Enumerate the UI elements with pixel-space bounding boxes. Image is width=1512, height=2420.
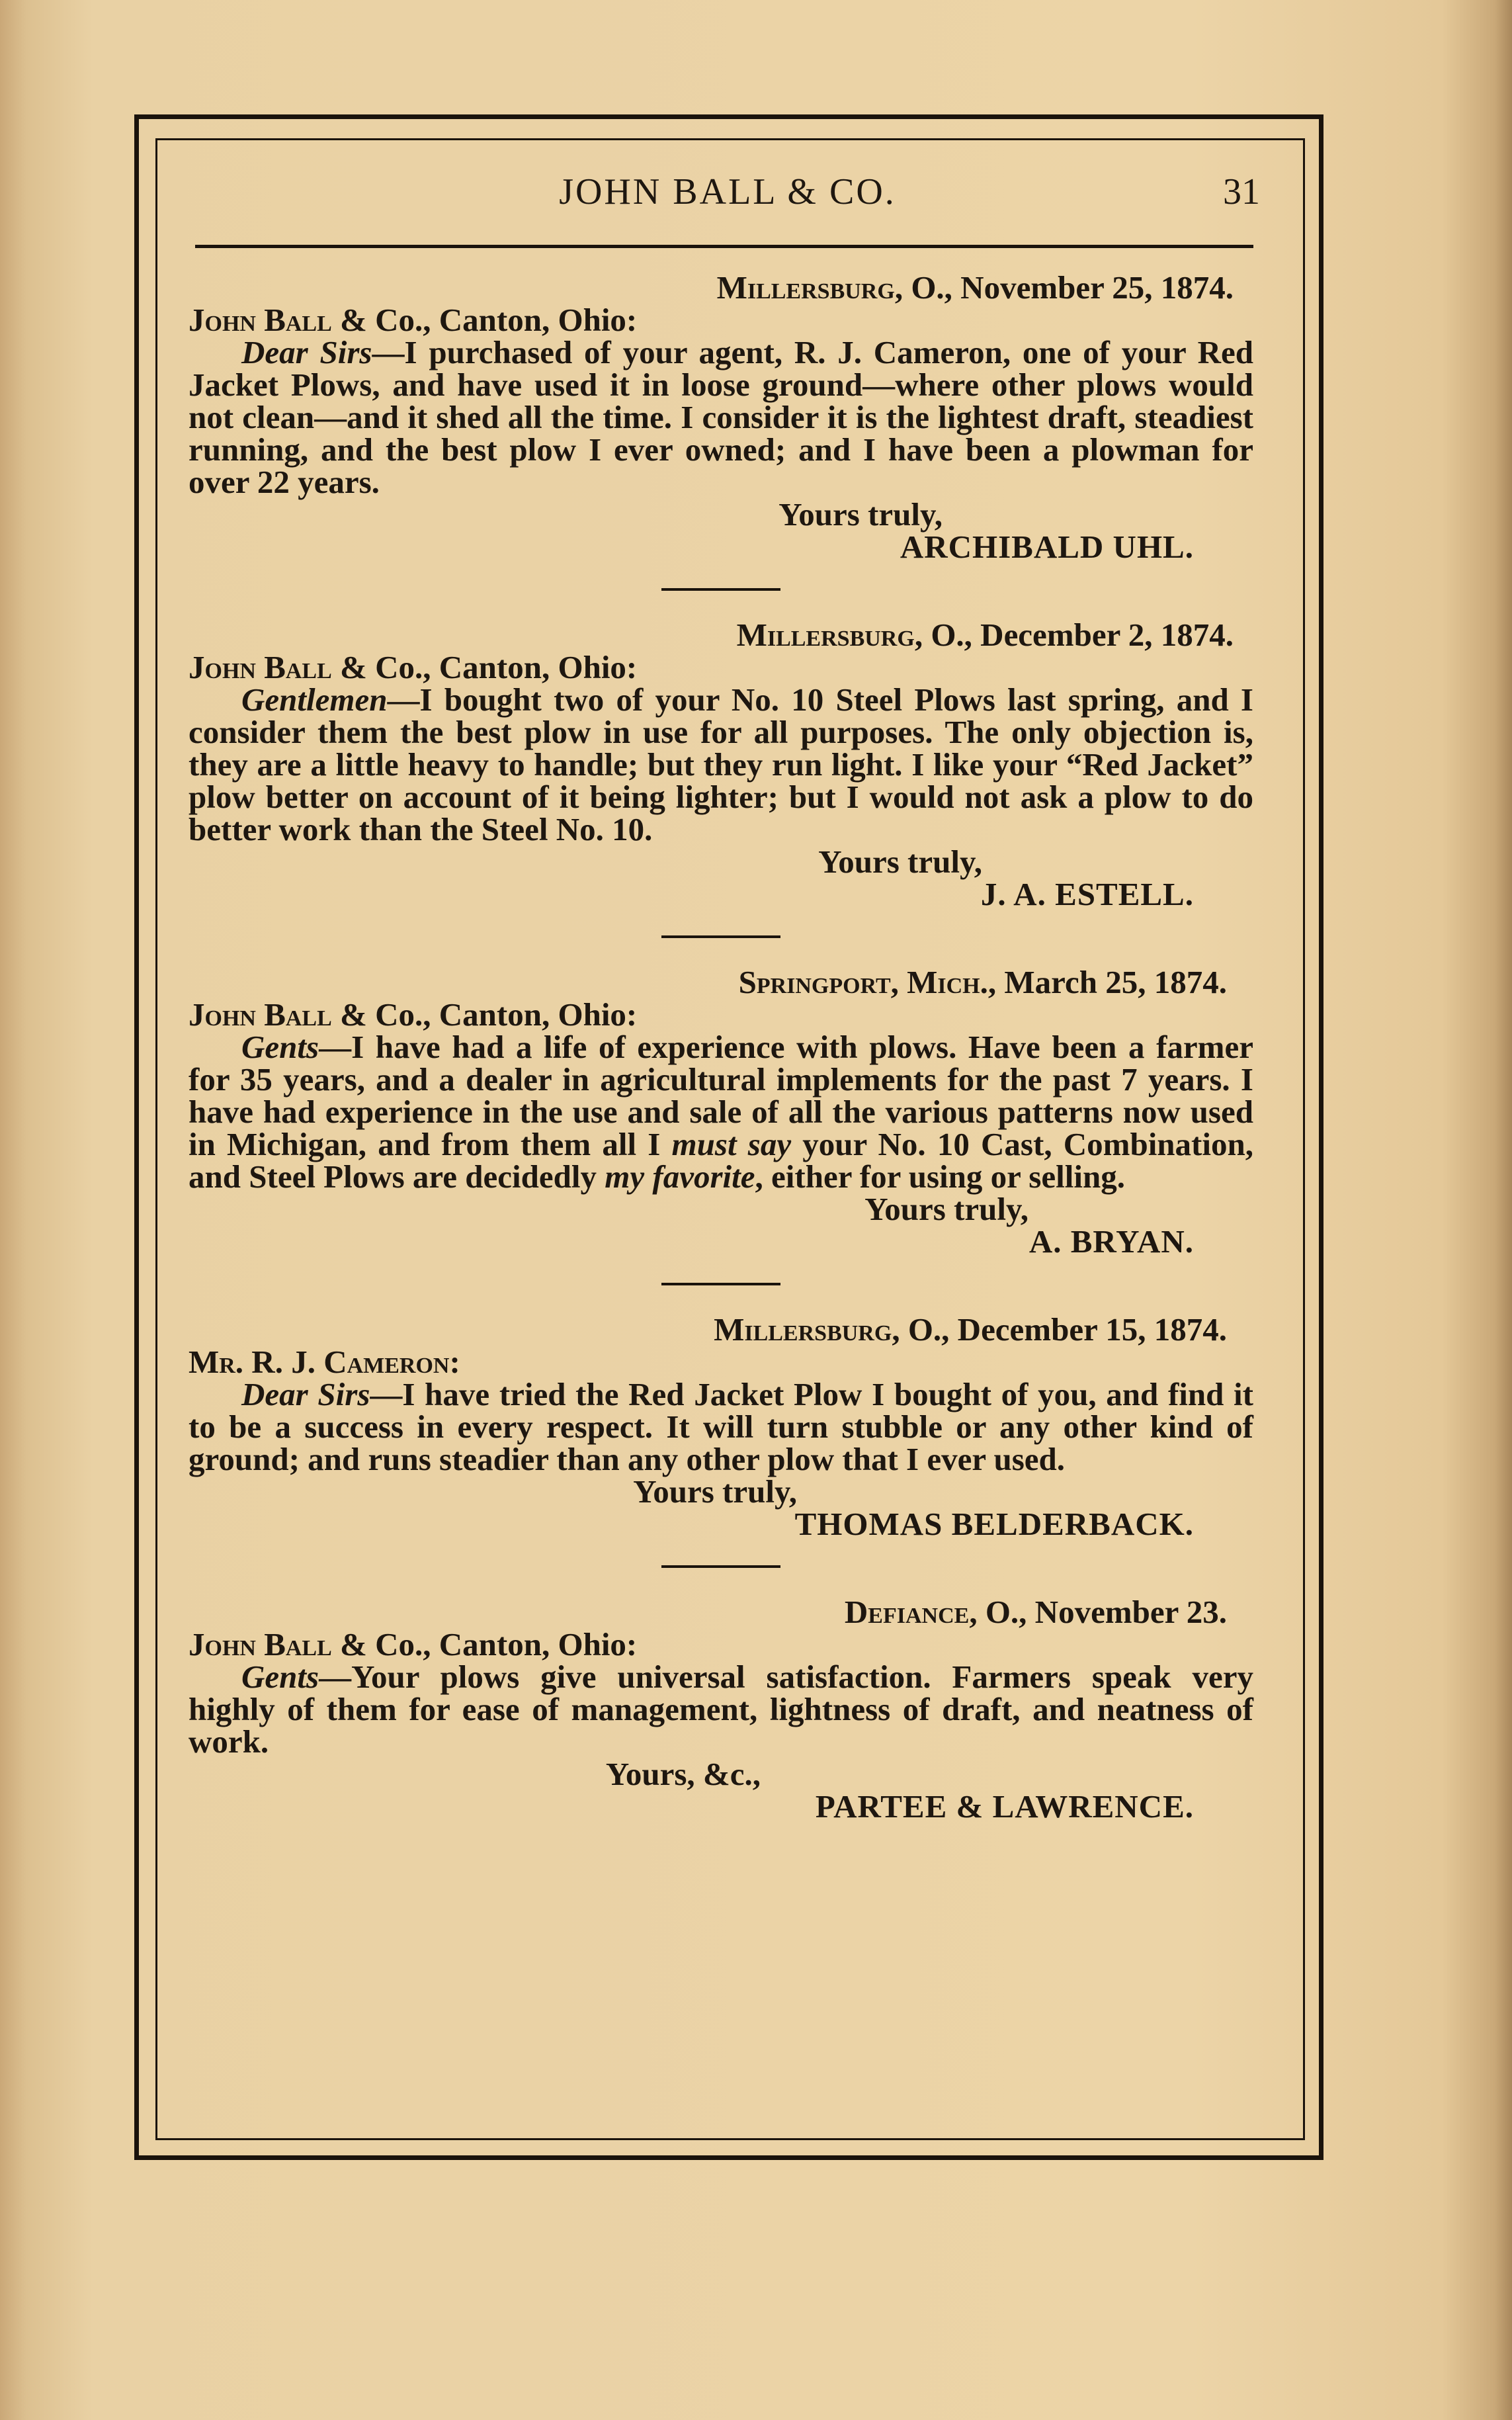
greeting: Dear Sirs [241,1376,370,1412]
signature: J. A. ESTELL. [980,876,1194,912]
addressee-name: John Ball [189,302,332,338]
page-header [195,171,1260,224]
separator-rule [661,935,780,938]
addressee-name: John Ball [189,1626,332,1663]
testimonial-letter [189,619,1253,910]
greeting: Gentlemen [241,681,388,718]
closing-line [189,1758,1253,1790]
dateline-place: Millersburg [736,617,915,653]
emphasis: my favorite [605,1158,755,1195]
body-text: your No. 10 Cast, Combination, and Steel Plows are decidedly [189,1126,1253,1195]
signature: ARCHIBALD UHL. [900,529,1194,565]
addressee [189,1346,1253,1378]
closing-line [189,1193,1253,1225]
dateline [189,271,1253,304]
closing-line [189,845,1253,878]
letter-body [189,1661,1253,1758]
dateline-place: Millersburg [714,1311,892,1348]
dateline [189,966,1253,998]
separator-rule [661,1283,780,1285]
closing: Yours, &c., [605,1756,761,1792]
closing-line [189,498,1253,531]
body-text: —I have tried the Red Jacket Plow I bought of you, and find it to be a success in every respect. It will turn stubble or any other kind of ground; and runs steadier than any other plow that I ever used. [189,1376,1253,1477]
greeting: Dear Sirs [241,334,372,370]
dateline [189,619,1253,651]
testimonial-column [189,271,1253,1823]
body-text: , either for using or selling. [755,1158,1125,1195]
closing: Yours truly, [818,843,982,880]
signature: PARTEE & LAWRENCE. [815,1788,1194,1825]
dateline-place: Defiance [844,1594,970,1630]
dateline-place: Springport, Mich. [738,964,988,1000]
dateline [189,1313,1253,1346]
addressee [189,1628,1253,1661]
closing-line [189,1475,1253,1508]
addressee-rest: & Co., Canton, Ohio: [331,1626,638,1663]
dateline-date: , O., November 25, 1874. [894,269,1234,306]
dateline-date: , O., December 15, 1874. [892,1311,1227,1348]
addressee-name: Mr. R. J. Cameron [189,1344,450,1380]
body-text: —I bought two of your No. 10 Steel Plows last spring, and I consider them the best plow in use for all purposes. The only objection is, they are a little heavy to handle; but they run light. I like your “Red Jacket” plow better on account of it being lighter; but I would not ask a plow to do better work than the Steel No. 10. [189,681,1253,847]
running-title: JOHN BALL & CO. [559,171,896,212]
dateline [189,1596,1253,1628]
addressee [189,651,1253,683]
separator-rule [661,1565,780,1568]
body-text: —I purchased of your agent, R. J. Cameron, one of your Red Jacket Plows, and have used it in loose ground—where other plows would not clean—and it shed all the time. I consider it is the lightest draft, steadiest running, and the best plow I ever owned; and I have been a plowman for over 22 years. [189,334,1253,500]
closing: Yours truly, [864,1191,1029,1227]
greeting: Gents [241,1029,319,1065]
addressee-name: John Ball [189,996,332,1033]
body-text: —Your plows give universal satisfaction. Farmers speak very highly of them for ease of management, lightness of draft, and neatness of work. [189,1659,1253,1760]
addressee-name: John Ball [189,649,332,685]
signature: THOMAS BELDERBACK. [794,1506,1194,1542]
addressee-rest: & Co., Canton, Ohio: [331,996,638,1033]
dateline-date: , O., November 23. [969,1594,1227,1630]
header-rule [195,245,1253,248]
emphasis: must say [671,1126,792,1162]
testimonial-letter [189,271,1253,563]
signature: A. BRYAN. [1029,1223,1194,1260]
addressee [189,304,1253,336]
letter-body [189,1378,1253,1475]
addressee-rest: : [449,1344,460,1380]
letter-body [189,1031,1253,1193]
separator-rule [661,588,780,591]
testimonial-letter [189,1596,1253,1823]
body-text: —I have had a life of experience with plows. Have been a farmer for 35 years, and a dealer in agricultural implements for the past 7 years. I have had experience in the use and sale of all the various patterns now used in Michigan, and from them all I [189,1029,1253,1162]
testimonial-letter [189,1313,1253,1540]
page-number: 31 [1223,171,1260,212]
letter-body [189,336,1253,498]
dateline-date: , O., December 2, 1874. [914,617,1234,653]
addressee [189,998,1253,1031]
addressee-rest: & Co., Canton, Ohio: [331,302,638,338]
closing: Yours truly, [633,1473,797,1510]
dateline-date: , March 25, 1874. [987,964,1227,1000]
addressee-rest: & Co., Canton, Ohio: [331,649,638,685]
closing: Yours truly, [778,496,943,533]
testimonial-letter [189,966,1253,1258]
greeting: Gents [241,1659,319,1695]
dateline-place: Millersburg [716,269,895,306]
letter-body [189,683,1253,845]
